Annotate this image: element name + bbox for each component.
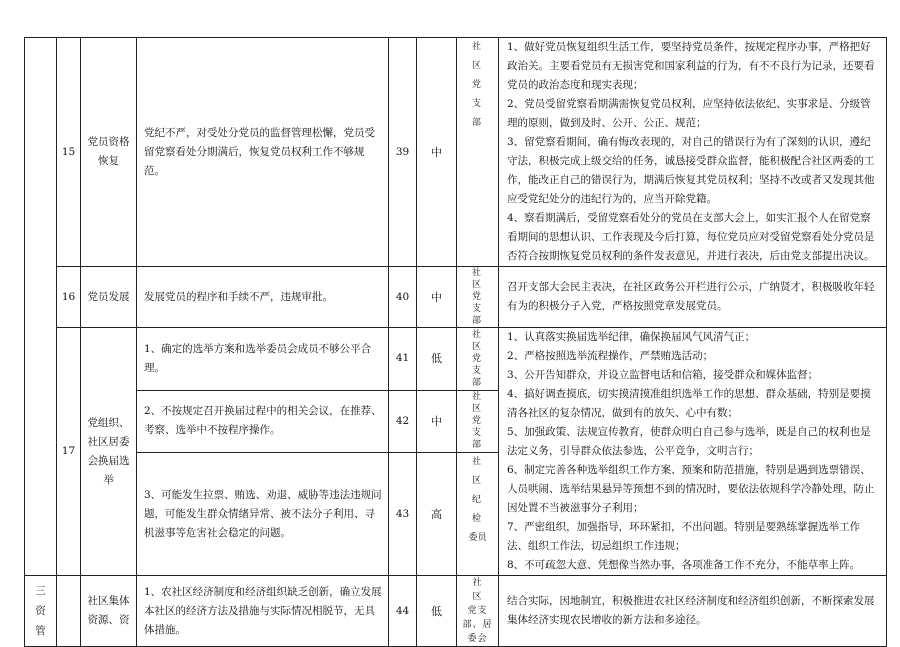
responsible-org: 社 区 党 支 部 xyxy=(457,390,499,453)
row-number: 16 xyxy=(57,267,81,328)
risk-code: 40 xyxy=(389,267,417,328)
risk-level: 低 xyxy=(417,576,457,647)
responsible-org: 社 区 党 支 部 xyxy=(457,328,499,391)
risk-level: 高 xyxy=(417,453,457,576)
responsible-org: 社 区 纪 检 委员 xyxy=(457,453,499,576)
table-row xyxy=(25,38,887,267)
risk-level: 低 xyxy=(417,328,457,391)
item-name: 党员资格恢复 xyxy=(81,38,137,267)
item-name: 党员发展 xyxy=(81,267,137,328)
risk-control-table xyxy=(24,37,887,647)
risk-description: 1、农社区经济制度和经济组织缺乏创新，确立发展本社区的经济方法及措施与实际情况相脱节，无具体措施。 xyxy=(137,576,389,647)
category-cell xyxy=(25,38,57,576)
risk-code: 43 xyxy=(389,453,417,576)
risk-description: 2、不按规定召开换届过程中的相关会议，在推荐、考察、选举中不按程序操作。 xyxy=(137,390,389,453)
risk-code: 44 xyxy=(389,576,417,647)
risk-level: 中 xyxy=(417,390,457,453)
responsible-org: 社 区 党 支 部 xyxy=(457,38,499,267)
row-number: 15 xyxy=(57,38,81,267)
control-measures: 1、做好党员恢复组织生活工作，要坚持党员条件，按规定程序办事，严格把好政治关。主要看党员有无损害党和国家利益的行为，有不不良行为记录，还要看党员的政治态度和现实表现； 2、党员受留党察看期满需恢复党员权利，应坚持依法依纪、实事求是、分级管理的原则，做到及时、公开、公正、规范； 3、留党察看期间，确有悔改表现的，对自己的错误行为有了深刻的认识，遵纪守法，积极完成上级交给的任务，诚恳接受群众监督，能积极配合社区两委的工作，能改正自己的错误行为，期满后恢复其党员权利；坚持不改或者又发现其他应受党纪处分的违纪行为的，应当开除党籍。 4、察看期满后，受留党察看处分的党员在支部大会上，如实汇报个人在留党察看期间的思想认识、工作表现及今后打算，每位党员应对受留党察看处分党员是否符合按期恢复党员权利的条件发表意见，并进行表决，后由党支部提出决议。 xyxy=(499,38,887,267)
risk-code: 41 xyxy=(389,328,417,391)
row-number: 17 xyxy=(57,328,81,576)
control-measures: 1、认真落实换届选举纪律，确保换届风气风清气正； 2、严格按照选举流程操作，严禁贿选活动； 3、公开告知群众，并设立监督电话和信箱，接受群众和媒体监督； 4、搞好调查摸底，切实摸清摸准组织选举工作的思想、群众基础，特别是要摸清各社区的复杂情况，做到有的放矢、心中有数； 5、加强政策、法规宣传教育，使群众明白自己参与选举，既是自己的权利也是法定义务，引导群众依法参选，公平竞争，文明言行； 6、制定完善各种选举组织工作方案、预案和防范措施，特别是遇到选票错误、人员哄闹、选举结果悬异等预想不到的情况时，要依法依规科学冷静处理，防止因处置不当被滋事分子利用； 7、严密组织，加强指导，环环紧扣，不出问题。特别是要熟练掌握选举工作法、组织工作法，切忌组织工作违规； 8、不可疏忽大意、凭想像当然办事，各项准备工作不充分，不能草率上阵。 xyxy=(499,328,887,576)
risk-code: 42 xyxy=(389,390,417,453)
risk-description: 3、可能发生拉票、贿选、劝退、威胁等违法违规问题，可能发生群众情绪异常、被不法分子利用、寻机滋事等危害社会稳定的问题。 xyxy=(137,453,389,576)
item-name: 党组织、社区居委会换届选举 xyxy=(81,328,137,576)
table-row xyxy=(25,328,887,391)
responsible-org: 社 区 党支部、居 委会 xyxy=(457,576,499,647)
risk-code: 39 xyxy=(389,38,417,267)
risk-description: 发展党员的程序和手续不严，违规审批。 xyxy=(137,267,389,328)
item-name: 社区集体资源、资 xyxy=(81,576,137,647)
risk-level: 中 xyxy=(417,38,457,267)
control-measures: 结合实际，因地制宜，积极推进农社区经济制度和经济组织创新，不断探索发展集体经济实现农民增收的新方法和多途径。 xyxy=(499,576,887,647)
category-label: 三 资 管 xyxy=(25,576,57,647)
risk-level: 中 xyxy=(417,267,457,328)
risk-description: 党纪不严，对受处分党员的监督管理松懈，党员受留党察看处分期满后，恢复党员权利工作不够规范。 xyxy=(137,38,389,267)
responsible-org: 社 区 党 支 部 xyxy=(457,267,499,328)
risk-table-sheet xyxy=(24,37,886,644)
risk-description: 1、确定的选举方案和选举委员会成员不够公平合理。 xyxy=(137,328,389,391)
table-row xyxy=(25,267,887,328)
control-measures: 召开支部大会民主表决，在社区政务公开栏进行公示，广纳贤才，积极吸收年轻有为的积极分子入党，严格按照党章发展党员。 xyxy=(499,267,887,328)
